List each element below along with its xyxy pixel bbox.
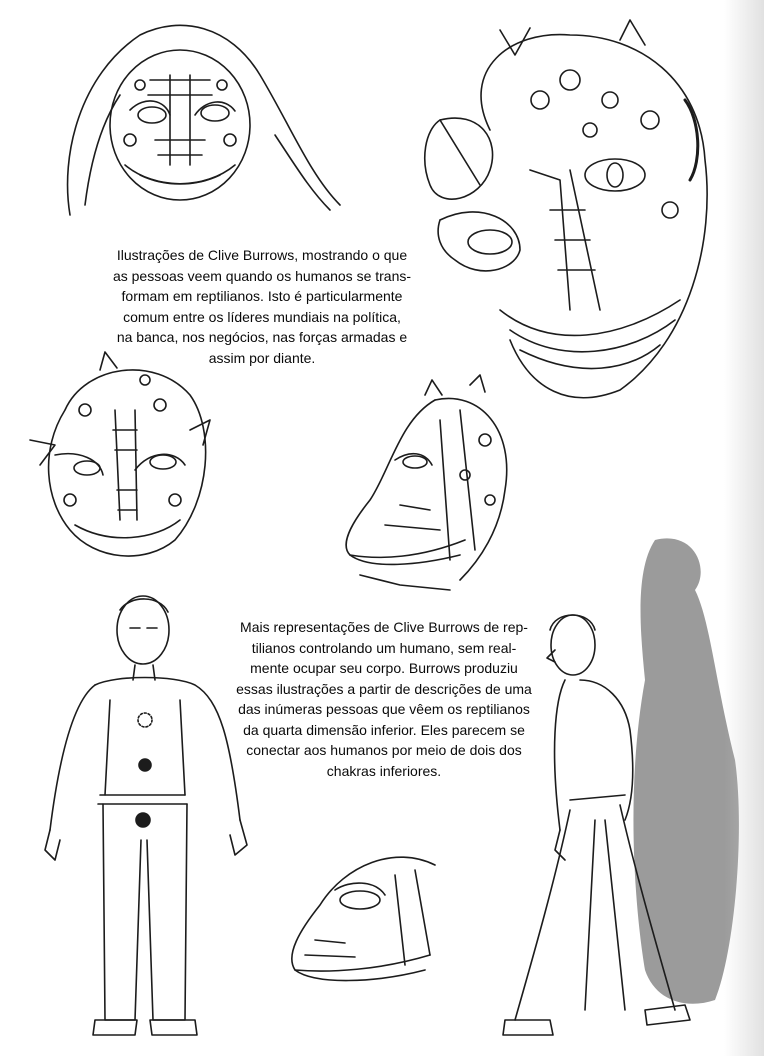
- horned-reptilian-head-drawing: [25, 350, 215, 565]
- caption-line: conectar aos humanos por meio de dois dos: [246, 742, 522, 758]
- caption-line: das inúmeras pessoas que vêem os reptilianos: [238, 701, 530, 717]
- caption-bottom: [206, 617, 562, 781]
- caption-line: chakras inferiores.: [326, 762, 442, 779]
- caption-line: mente ocupar seu corpo. Burrows produziu: [250, 660, 518, 676]
- caption-line: comum entre os líderes mundiais na política,: [123, 308, 401, 325]
- reptilian-head-profile-drawing: [340, 380, 520, 595]
- caption-line: essas ilustrações a partir de descrições de uma: [236, 680, 532, 697]
- caption-line: as pessoas veem quando os humanos se trans-: [112, 267, 412, 284]
- walking-man-with-shadow-drawing: [495, 530, 745, 1050]
- caption-line: Ilustrações de Clive Burrows, mostrando o que: [116, 247, 408, 263]
- caption-top: [84, 245, 440, 368]
- page-edge-shadow: [724, 0, 764, 1056]
- caption-line: formam em reptilianos. Isto é particularmente: [121, 288, 403, 304]
- caption-line: Mais representações de Clive Burrows de rep-: [240, 619, 528, 635]
- reptilian-snout-drawing: [285, 845, 450, 995]
- caption-line: da quarta dimensão inferior. Eles parecem se: [243, 721, 525, 738]
- caption-line: tilianos controlando um humano, sem real-: [251, 639, 517, 656]
- hooded-reptilian-head-drawing: [30, 15, 350, 230]
- caption-line: assim por diante.: [208, 349, 316, 366]
- caption-line: na banca, nos negócios, nas forças armadas e: [116, 329, 408, 345]
- large-reptilian-head-drawing: [420, 10, 730, 410]
